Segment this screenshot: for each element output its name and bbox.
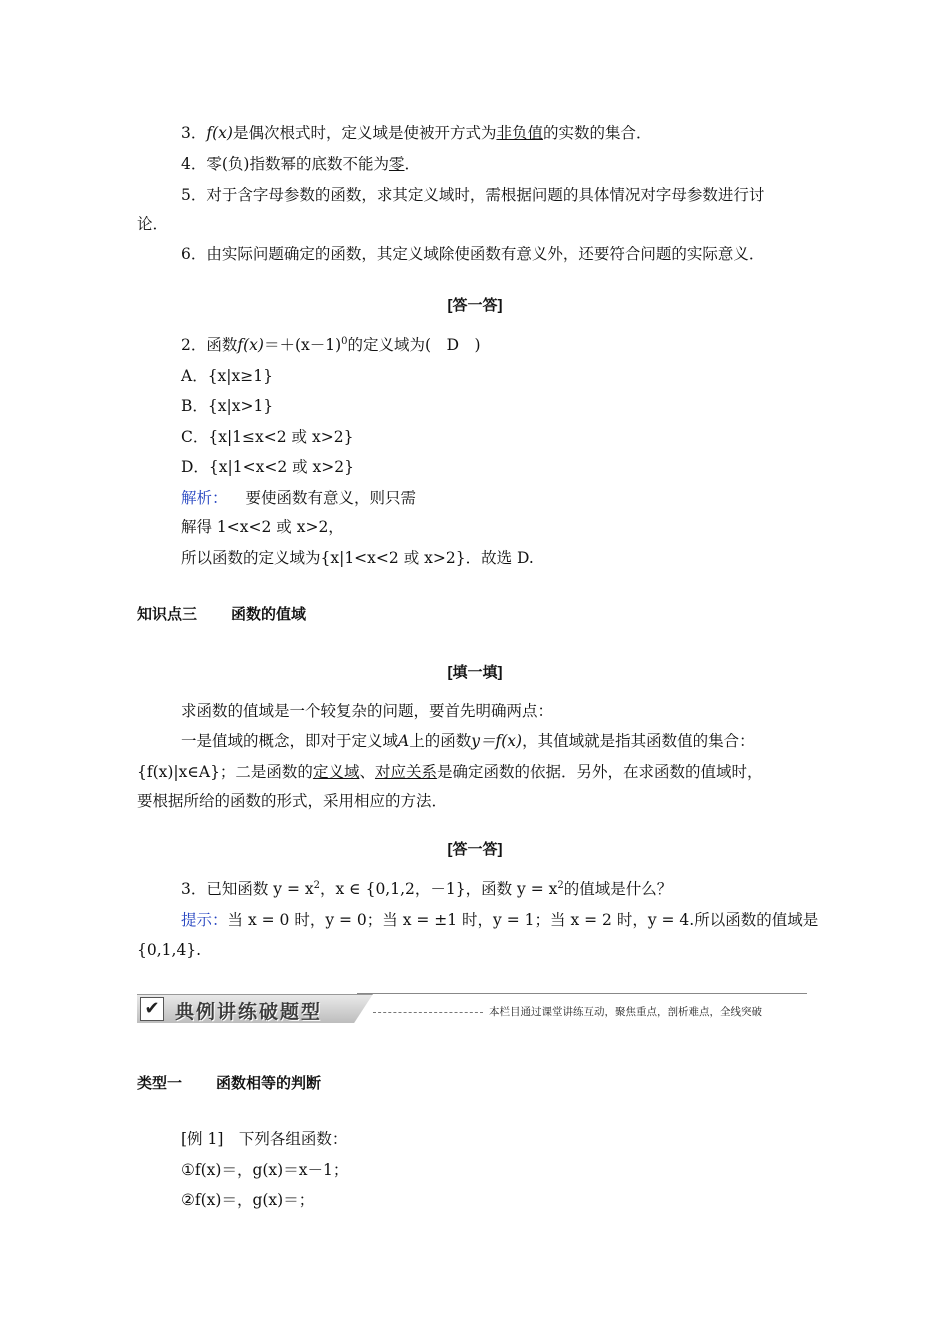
hint-tail: {0,1,4}. <box>137 941 202 959</box>
analysis-label: 解析： <box>181 490 228 507</box>
checkmark-icon: ✔ <box>140 997 164 1021</box>
banner-dashed-line <box>373 1012 483 1013</box>
item-4 <box>181 153 420 175</box>
exponent: 2 <box>313 879 321 891</box>
question-text: 3．已知函数 y = x <box>181 880 314 898</box>
option-a: A．{x|x≥1} <box>181 367 273 385</box>
fill-heading: [填一填] <box>447 664 503 681</box>
question-expression: ＝＋(x－1) <box>263 336 342 354</box>
banner-rule <box>357 993 807 994</box>
range-para-4: 要根据所给的函数的形式，采用相应的方法． <box>137 792 448 810</box>
example-1-intro: [例 1] 下列各组函数： <box>181 1130 348 1148</box>
knowledge-heading <box>137 604 306 626</box>
hint <box>181 909 818 932</box>
item-text-end: 的实数的集合． <box>542 124 652 142</box>
range-text: ，其值域就是指其函数值的集合： <box>522 732 755 750</box>
separator: 、 <box>359 763 375 781</box>
underlined-term: 对应关系 <box>374 763 437 781</box>
exponent: 0 <box>341 335 348 347</box>
conclusion: 所以函数的定义域为{x|1<x<2 或 x>2}．故选 D. <box>181 549 534 567</box>
function-symbol: f(x) <box>206 124 233 142</box>
item-number: 3． <box>181 124 207 142</box>
option-d: D．{x|1<x<2 或 x>2} <box>181 458 354 476</box>
range-text: 上的函数 <box>409 732 472 750</box>
knowledge-title: 函数的值域 <box>231 606 307 623</box>
option-b: B．{x|x>1} <box>181 397 274 415</box>
range-para-2 <box>181 730 755 752</box>
hint-text: 当 x = 0 时，y = 0；当 x = ±1 时，y = 1；当 x = 2 时，y = 4.所以函数的值域是 <box>227 911 819 929</box>
item-3 <box>181 122 652 144</box>
item-text-end: ． <box>404 155 420 173</box>
function-expression: y＝f(x) <box>471 732 523 750</box>
underlined-term: 定义域 <box>312 763 360 781</box>
banner-title: 典例讲练破题型 <box>175 1001 323 1023</box>
question-text-end: 的值域是什么？ <box>563 880 673 898</box>
item-5-line1: 5．对于含字母参数的函数，求其定义域时，需根据问题的具体情况对字母参数进行讨 <box>181 186 765 204</box>
item-text: 是偶次根式时，定义域是使被开方式为 <box>232 124 497 142</box>
exponent: 2 <box>557 879 564 891</box>
type-title: 函数相等的判断 <box>216 1075 322 1092</box>
set-symbol: A <box>398 732 410 750</box>
range-text: 一是值域的概念，即对于定义域 <box>181 732 399 750</box>
question-text-end: 的定义域为( D ) <box>347 336 481 354</box>
item-text: 4．零(负)指数幂的底数不能为 <box>181 155 389 173</box>
type-heading <box>137 1073 321 1095</box>
solve-line: 解得 1<x<2 或 x>2， <box>181 518 344 536</box>
underlined-term: 零 <box>388 155 405 173</box>
item-6: 6．由实际问题确定的函数，其定义域除使函数有意义外，还要符合问题的实际意义． <box>181 245 765 263</box>
banner-note: 本栏目通过课堂讲练互动，聚焦重点，剖析难点，全线突破 <box>489 1006 762 1018</box>
knowledge-label: 知识点三 <box>137 606 198 623</box>
question-2 <box>181 334 481 356</box>
question-text: 2．函数 <box>181 336 238 354</box>
answer-heading: [答一答] <box>447 297 503 314</box>
question-3 <box>181 878 672 900</box>
example-1-line1: ①f(x)＝，g(x)＝x－1； <box>181 1161 349 1179</box>
example-1-line2: ②f(x)＝，g(x)＝； <box>181 1191 315 1209</box>
underlined-term: 非负值 <box>496 124 543 142</box>
range-para-1: 求函数的值域是一个较复杂的问题，要首先明确两点： <box>181 702 554 720</box>
function-symbol: f(x) <box>237 336 264 354</box>
analysis-text: 要使函数有意义，则只需 <box>245 489 417 507</box>
section-banner <box>137 990 807 1026</box>
question-text: ，x ∈ {0,1,2，－1}，函数 y = x <box>320 880 558 898</box>
range-text: {f(x)|x∈A}；二是函数的 <box>137 763 313 781</box>
type-label: 类型一 <box>137 1075 183 1092</box>
answer-heading-2: [答一答] <box>447 841 503 858</box>
range-text: 是确定函数的依据．另外，在求函数的值域时， <box>436 763 763 781</box>
hint-label: 提示： <box>181 912 228 929</box>
analysis <box>181 487 416 510</box>
option-c: C．{x|1≤x<2 或 x>2} <box>181 428 354 446</box>
range-para-3 <box>137 761 763 783</box>
item-5-line2: 论． <box>137 215 169 233</box>
